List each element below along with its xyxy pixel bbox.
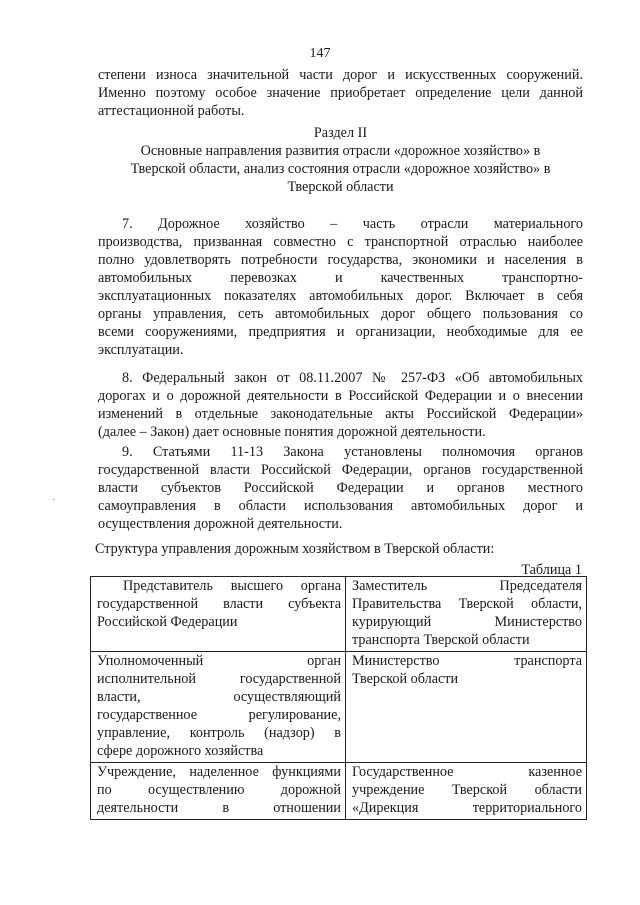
table-row bbox=[91, 652, 587, 763]
page-number: 147 bbox=[309, 46, 331, 61]
cell-line: Российской Федерации bbox=[97, 614, 238, 630]
text-line: органы управления, сеть автомобильных дорог общего пользования со bbox=[98, 306, 583, 322]
cell-line: власти, осуществляющий bbox=[97, 689, 341, 705]
management-structure-table bbox=[90, 576, 587, 820]
cell-line: курирующий Министерство bbox=[352, 614, 582, 630]
cell-line: деятельности в отношении bbox=[97, 800, 341, 816]
cell-line: учреждение Тверской области bbox=[352, 782, 582, 798]
text-line: степени износа значительной части дорог и искусственных сооружений. bbox=[98, 67, 583, 83]
paragraph-9 bbox=[98, 443, 583, 533]
text-line: всеми сооружениями, предприятия и организации, необходимые для ее bbox=[98, 324, 583, 340]
text-line: Именно поэтому особое значение приобретает определение цели данной bbox=[98, 85, 583, 101]
text-line: эксплуатации. bbox=[98, 342, 184, 358]
section-heading bbox=[98, 124, 583, 196]
cell-line: Учреждение, наделенное функциями bbox=[97, 764, 341, 780]
cell-line: транспорта Тверской области bbox=[352, 632, 530, 648]
text-line: изменений в отдельные законодательные акты Российской Федерации» bbox=[98, 406, 583, 422]
text-line: Структура управления дорожным хозяйством в Тверской области: bbox=[95, 541, 495, 557]
text-line: осуществления дорожной деятельности. bbox=[98, 516, 343, 532]
text-line: 7. Дорожное хозяйство – часть отрасли материального bbox=[122, 216, 583, 232]
text-line: дорогах и о дорожной деятельности в Российской Федерации и о внесении bbox=[98, 388, 583, 404]
text-line: аттестационной работы. bbox=[98, 103, 245, 119]
text-line: государственной власти Российской Федерации, органов государственной bbox=[98, 462, 583, 478]
text-line: автомобильных перевозках и качественных транспортно- bbox=[98, 270, 583, 286]
cell-line: Уполномоченный орган bbox=[97, 653, 341, 669]
table-row bbox=[91, 763, 587, 820]
paragraph-7 bbox=[98, 215, 583, 359]
table-row bbox=[91, 577, 587, 652]
text-line: власти субъектов Российской Федерации и органов местного bbox=[98, 480, 583, 496]
table-cell bbox=[91, 577, 346, 652]
scan-speck: · bbox=[52, 495, 56, 506]
cell-line: Представитель высшего органа bbox=[123, 578, 341, 594]
table-title: Таблица 1 bbox=[521, 562, 582, 578]
text-line: полно удовлетворять потребности государства, экономики и населения в bbox=[98, 252, 583, 268]
table-cell bbox=[346, 652, 587, 763]
cell-line: «Дирекция территориального bbox=[352, 800, 582, 816]
section-title-line: Тверской области bbox=[287, 179, 394, 195]
cell-line: Министерство транспорта bbox=[352, 653, 582, 669]
section-label: Раздел II bbox=[313, 125, 368, 141]
text-line: производства, призванная совместно с транспортной отраслью наиболее bbox=[98, 234, 583, 250]
text-line: самоуправления в области использования автомобильных дорог и bbox=[98, 498, 583, 514]
cell-line: Правительства Тверской области, bbox=[352, 596, 582, 612]
structure-caption bbox=[95, 540, 580, 558]
section-title-line: Тверской области, анализ состояния отрасли «дорожное хозяйство» в bbox=[130, 161, 551, 177]
cell-line: государственной власти субъекта bbox=[97, 596, 341, 612]
table-cell bbox=[91, 652, 346, 763]
cell-line: государственное регулирование, bbox=[97, 707, 341, 723]
cell-line: управление, контроль (надзор) в bbox=[97, 725, 341, 741]
text-line: 9. Статьями 11-13 Закона установлены полномочия органов bbox=[122, 444, 583, 460]
cell-line: Тверской области bbox=[352, 671, 459, 687]
paragraph-8 bbox=[98, 369, 583, 441]
text-line: эксплуатационных показателях автомобильных дорог. Включает в себя bbox=[98, 288, 583, 304]
cell-line: сфере дорожного хозяйства bbox=[97, 743, 264, 759]
text-line: 8. Федеральный закон от 08.11.2007 № 257-ФЗ «Об автомобильных bbox=[122, 370, 583, 386]
text-line: (далее – Закон) дает основные понятия дорожной деятельности. bbox=[98, 424, 486, 440]
section-title-line: Основные направления развития отрасли «дорожное хозяйство» в bbox=[140, 143, 541, 159]
cell-line: Заместитель Председателя bbox=[352, 578, 582, 594]
cell-line: Государственное казенное bbox=[352, 764, 582, 780]
table-cell bbox=[346, 577, 587, 652]
cell-line: по осуществлению дорожной bbox=[97, 782, 341, 798]
cell-line: исполнительной государственной bbox=[97, 671, 341, 687]
intro-paragraph bbox=[98, 66, 583, 120]
table-cell bbox=[346, 763, 587, 820]
table-cell bbox=[91, 763, 346, 820]
